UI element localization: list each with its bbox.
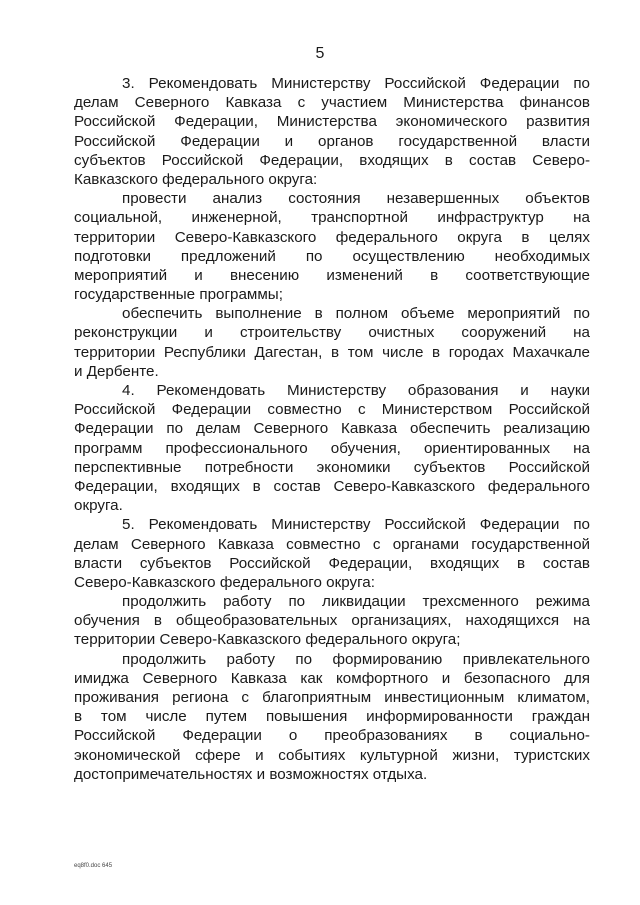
text-line: 3. Рекомендовать Министерству Российской Федерации по xyxy=(122,75,590,92)
text-line: Российской Федерации и органов государственной власти xyxy=(74,132,590,150)
text-line: проживания региона с благоприятным инвестиционным климатом, xyxy=(74,689,590,706)
text-line: подготовки предложений по осуществлению необходимых xyxy=(74,247,590,265)
text-line: и Дербенте. xyxy=(74,362,159,380)
text-line: 5. Рекомендовать Министерству Российской Федерации по xyxy=(122,516,590,534)
text-line: провести анализ состояния незавершенных объектов xyxy=(122,190,590,208)
text-line: Российской Федерации о преобразованиях в социально- xyxy=(74,727,590,745)
text-line: территории Республики Дагестан, в том числе в городах Махачкале xyxy=(74,343,590,361)
text-line: в том числе путем повышения информированности граждан xyxy=(74,708,590,726)
text-line: Кавказского федерального округа: xyxy=(74,170,318,188)
text-line: продолжить работу по формированию привлекательного xyxy=(122,650,590,668)
text-line: имиджа Северного Кавказа как комфортного и безопасного для xyxy=(74,669,590,687)
text-line: Федерации по делам Северного Кавказа обеспечить реализацию xyxy=(74,420,590,438)
text-line: Российской Федерации совместно с Министерством Российской xyxy=(74,401,590,419)
text-line: делам Северного Кавказа совместно с органами государственной xyxy=(74,535,590,553)
document-body xyxy=(74,74,590,784)
text-line: обеспечить выполнение в полном объеме мероприятий по xyxy=(122,305,590,323)
text-line: власти субъектов Российской Федерации, входящих в состав xyxy=(74,554,590,572)
text-line: продолжить работу по ликвидации трехсменного режима xyxy=(122,593,590,611)
text-line: территории Северо-Кавказского федерального округа в целях xyxy=(74,228,590,246)
footer-file-reference: eq8f0.doc 645 xyxy=(74,863,113,869)
text-line: 4. Рекомендовать Министерству образования и науки xyxy=(122,382,590,399)
text-line: субъектов Российской Федерации, входящих в состав Северо- xyxy=(74,151,590,169)
page-number: 5 xyxy=(315,45,325,62)
text-line: Российской Федерации, Министерства экономического развития xyxy=(74,113,590,131)
text-line: мероприятий и внесению изменений в соответствующие xyxy=(74,266,590,284)
text-line: экономической сфере и событиях культурной жизни, туристских xyxy=(74,746,590,764)
text-line: реконструкции и строительству очистных сооружений на xyxy=(74,324,590,342)
text-line: делам Северного Кавказа с участием Министерства финансов xyxy=(74,94,590,112)
text-line: достопримечательностях и возможностях отдыха. xyxy=(74,765,428,783)
text-line: территории Северо-Кавказского федерального округа; xyxy=(74,631,461,649)
text-line: государственные программы; xyxy=(74,286,283,304)
text-line: социальной, инженерной, транспортной инфраструктур на xyxy=(74,209,590,227)
text-line: Северо-Кавказского федерального округа: xyxy=(74,573,375,591)
text-line: программ профессионального обучения, ориентированных на xyxy=(74,439,590,457)
text-line: Федерации, входящих в состав Северо-Кавказского федерального xyxy=(74,477,590,495)
text-line: округа. xyxy=(74,497,123,515)
text-line: обучения в общеобразовательных организациях, находящихся на xyxy=(74,612,590,630)
text-line: перспективные потребности экономики субъектов Российской xyxy=(74,458,590,476)
